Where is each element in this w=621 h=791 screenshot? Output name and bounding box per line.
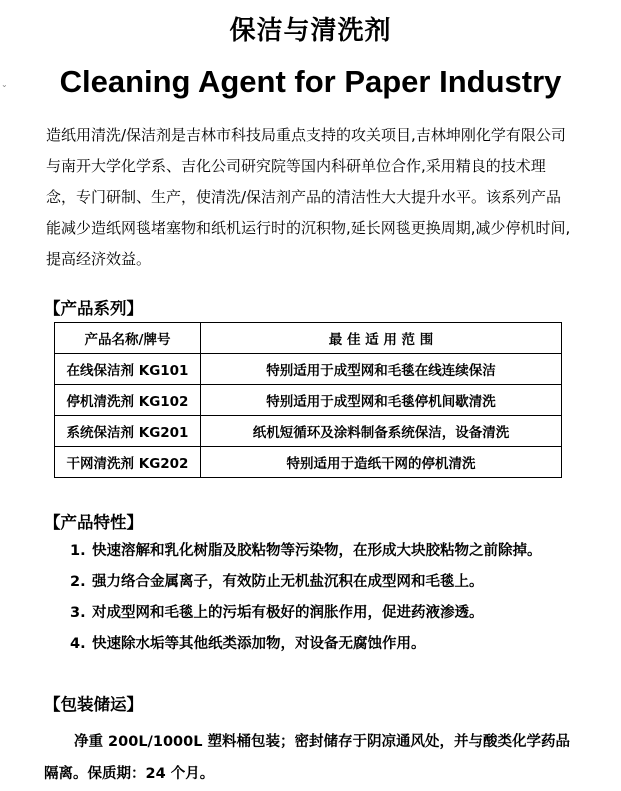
product-series-table bbox=[54, 322, 562, 478]
title-english: Cleaning Agent for Paper Industry bbox=[59, 64, 562, 99]
list-item bbox=[70, 571, 542, 602]
packaging-paragraph: 净重 200L/1000L 塑料桶包装；密封储存于阴凉通风处，并与酸类化学药品隔离。保质期：24 个月。 bbox=[44, 734, 570, 782]
series-heading: 【产品系列】 bbox=[44, 299, 143, 318]
list-item-number: 4. bbox=[70, 636, 86, 652]
properties-list bbox=[70, 540, 542, 664]
table-header-row bbox=[55, 323, 562, 354]
packaging-heading: 【包装储运】 bbox=[44, 695, 143, 714]
list-item bbox=[70, 540, 542, 571]
product-usage-cell: 纸机短循环及涂料制备系统保洁，设备清洗 bbox=[201, 416, 562, 447]
column-header-name: 产品名称/牌号 bbox=[55, 323, 201, 354]
list-item-number: 2. bbox=[70, 574, 86, 590]
properties-heading: 【产品特性】 bbox=[44, 513, 143, 532]
product-usage-cell: 特别适用于造纸干网的停机清洗 bbox=[201, 447, 562, 478]
product-usage-cell: 特别适用于成型网和毛毯停机间歇清洗 bbox=[201, 385, 562, 416]
product-name-cell: 在线保洁剂 KG101 bbox=[55, 354, 201, 385]
product-name-cell: 停机清洗剂 KG102 bbox=[55, 385, 201, 416]
list-item-text: 快速溶解和乳化树脂及胶粘物等污染物，在形成大块胶粘物之前除掉。 bbox=[92, 543, 542, 559]
list-item bbox=[70, 602, 542, 633]
product-usage-cell: 特别适用于成型网和毛毯在线连续保洁 bbox=[201, 354, 562, 385]
title-chinese: 保洁与清洗剂 bbox=[229, 16, 392, 46]
intro-paragraph: 造纸用清洗/保洁剂是吉林市科技局重点支持的攻关项目,吉林坤刚化学有限公司与南开大学化学系、吉化公司研究院等国内科研单位合作,采用精良的技术理念，专门研制、生产，使清洗/保洁剂产品的清洁性大大提升水平。该系列产品能减少造纸网毯堵塞物和纸机运行时的沉积物,延长网毯更换周期,减少停机时间,提高经济效益。 bbox=[46, 126, 571, 268]
product-name-cell: 系统保洁剂 KG201 bbox=[55, 416, 201, 447]
table-row bbox=[55, 354, 562, 385]
list-item-text: 快速除水垢等其他纸类添加物，对设备无腐蚀作用。 bbox=[92, 636, 426, 652]
list-item-number: 3. bbox=[70, 605, 86, 621]
table-row bbox=[55, 447, 562, 478]
column-header-usage: 最 佳 适 用 范 围 bbox=[201, 323, 562, 354]
list-item bbox=[70, 633, 542, 664]
list-item-text: 强力络合金属离子，有效防止无机盐沉积在成型网和毛毯上。 bbox=[92, 574, 484, 590]
product-name-cell: 干网清洗剂 KG202 bbox=[55, 447, 201, 478]
corner-mark-icon: ⌄ bbox=[1, 80, 8, 89]
list-item-number: 1. bbox=[70, 543, 86, 559]
table-row bbox=[55, 416, 562, 447]
table-row bbox=[55, 385, 562, 416]
list-item-text: 对成型网和毛毯上的污垢有极好的润胀作用，促进药液渗透。 bbox=[92, 605, 484, 621]
